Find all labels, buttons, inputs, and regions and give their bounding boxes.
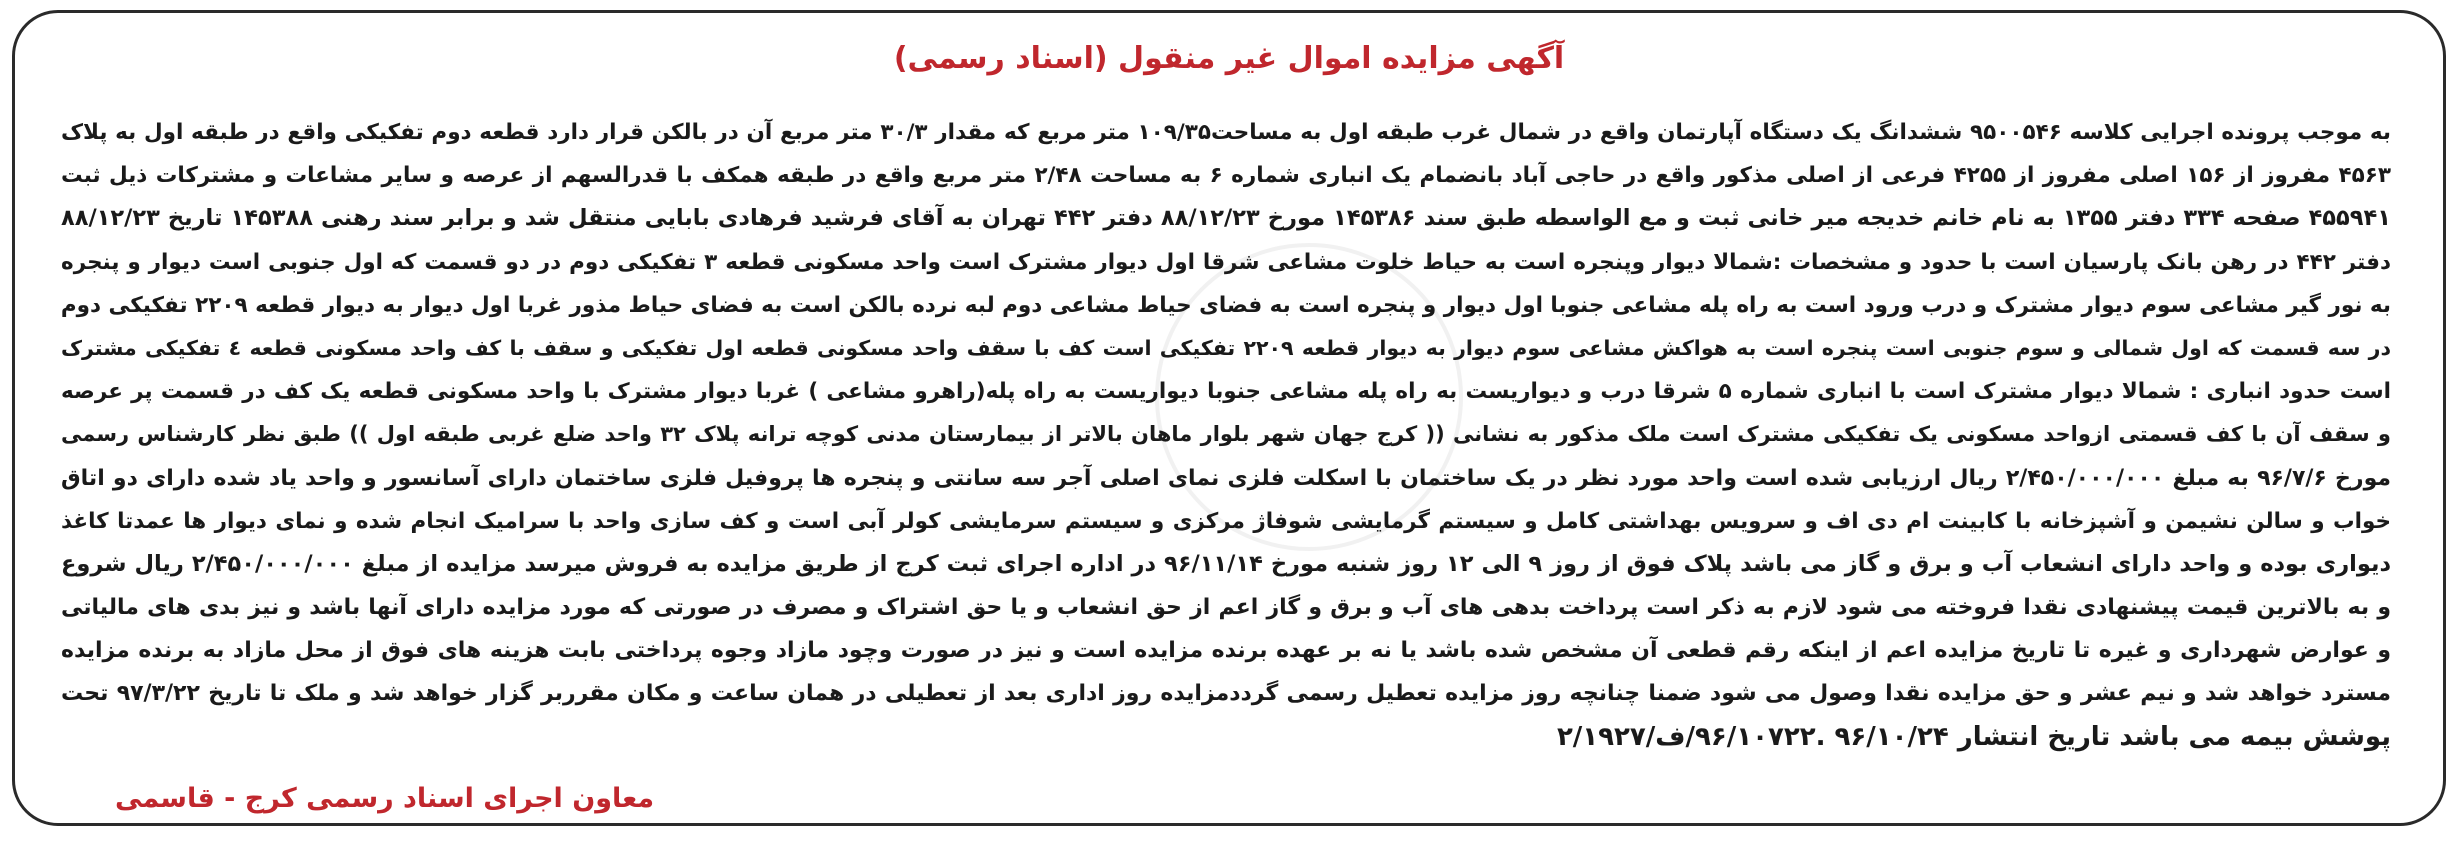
notice-line: و به بالاترین قیمت پیشنهادی نقدا فروخته می شود لازم به ذکر است پرداخت بدهی های آب و برق و گاز اعم از حق انشعاب و یا حق اشتراک و مصرف در صورتی که مورد مزایده دارای آنها باشد و نیز بدی های مالیاتی: [61, 595, 2391, 621]
notice-line: پوشش بیمه می باشد تاریخ انتشار ۹۶/۱۰/۲۴ .۹۶/۱۰۷۲۲/ف/۲/۱۹۲۷: [1556, 721, 2391, 752]
notice-line: دفتر ۴۴۲ در رهن بانک پارسیان است با حدود و مشخصات :شمالا دیوار وپنجره است به حیاط خلوت مشاعی شرقا اول دیوار مشترک است واحد مسکونی قطعه ۳ تفکیکی دوم در دو قسمت که اول جنوبی است دیوار و پنجره: [61, 249, 2391, 275]
notice-line: دیواری بوده و واحد دارای انشعاب آب و برق و گاز می باشد پلاک فوق از روز ۹ الی ۱۲ روز شنبه مورخ ۹۶/۱۱/۱۴ در اداره اجرای ثبت کرج از طریق مزایده به فروش میرسد مزایده از مبلغ ۲/۴۵۰/۰۰۰/۰۰۰ ریال شروع: [61, 550, 2391, 577]
notice-signature: معاون اجرای اسناد رسمی کرج - قاسمی: [115, 783, 655, 814]
notice-line: در سه قسمت که اول شمالی و سوم جنوبی است پنجره است به هواکش مشاعی سوم دیوار به دیوار قطعه ۲۲۰۹ تفکیکی است کف با سقف واحد مسکونی قطعه اول تفکیکی و سقف با کف واحد مسکونی قطعه ٤ تفکیکی مشترک: [61, 335, 2391, 360]
notice-line: ۴۵۶۳ مفروز از ۱۵۶ اصلی مفروز از ۴۲۵۵ فرعی از اصلی مذکور واقع در حاجی آباد بانضمام یک انباری شماره ۶ به مساحت ۲/۴۸ متر مربع واقع در طبقه همکف با قدرالسهم از عرصه و سایر مشاعات و مشترکات ذیل ثبت: [61, 163, 2391, 189]
notice-line: مورخ ۹۶/۷/۶ به مبلغ ۲/۴۵۰/۰۰۰/۰۰۰ ریال ارزیابی شده است واحد مورد نظر در یک ساختمان با اسکلت فلزی نمای اصلی آجر سه سانتی و پنجره ها پروفیل فلزی ساختمان دارای آسانسور و واحد یاد شده دارای دو اتاق: [61, 465, 2391, 491]
notice-body: [61, 111, 2391, 759]
notice-line: است حدود انباری : شمالا دیوار مشترک است با انباری شماره ۵ شرقا درب و دیواریست به راه پله مشاعی جنوبا دیواریست به راه پله(راهرو مشاعی ) غربا دیوار مشترک با واحد مسکونی قطعه یک کف در قسمت پر عرصه: [61, 379, 2391, 405]
notice-line: ۴۵۵۹۴۱ صفحه ۳۳۴ دفتر ۱۳۵۵ به نام خانم خدیجه میر خانی ثبت و مع الواسطه طبق سند ۱۴۵۳۸۶ مورخ ۸۸/۱۲/۲۳ دفتر ۴۴۲ تهران به آقای فرشید فرهادی بابایی منتقل شد و برابر سند رهنی ۱۴۵۳۸۸ تاریخ ۸۸/۱۲/۲۳: [61, 205, 2391, 232]
notice-line: مسترد خواهد شد و نیم عشر و حق مزایده نقدا وصول می شود ضمنا چنانچه روز مزایده تعطیل رسمی گرددمزایده روز اداری بعد از تعطیلی در همان ساعت و مکان مقرربر گزار خواهد شد و ملک تا تاریخ ۹۷/۳/۲۲ تحت: [61, 681, 2391, 707]
notice-frame: [12, 10, 2446, 826]
notice-line: و سقف آن با کف قسمتی ازواحد مسکونی یک تفکیکی مشترک است ملک مذکور به نشانی (( کرج جهان شهر بلوار ماهان بالاتر از بیمارستان مدنی کوچه ترانه پلاک ۳۲ واحد ضلع غربی طبقه اول )) طبق نظر کارشناس رسمی: [61, 422, 2391, 447]
notice-title: آگهی مزایده اموال غیر منقول (اسناد رسمی): [893, 41, 1565, 76]
notice-line: خواب و سالن نشیمن و آشپزخانه با کابینت ام دی اف و سرویس بهداشتی کامل و سیستم گرمایشی شوفاژ مرکزی و سیستم سرمایشی کولر آبی است و کف سازی واحد با سرامیک انجام شده و نمای دیوار ها عمدتا کاغذ: [61, 508, 2391, 534]
notice-line: به موجب پرونده اجرایی کلاسه ۹۵۰۰۵۴۶ ششدانگ یک دستگاه آپارتمان واقع در شمال غرب طبقه اول به مساحت۱۰۹/۳۵ متر مربع که مقدار ۳۰/۳ متر مربع آن در بالکن قرار دارد قطعه دوم تفکیکی واقع در طبقه اول به پلاک: [61, 120, 2391, 145]
notice-line: به نور گیر مشاعی سوم دیوار مشترک و درب ورود است به راه پله مشاعی جنوبا اول دیوار و پنجره است به فضای حیاط مشاعی دوم لبه نرده بالکن است به فضای حیاط مذور غربا اول دیوار به دیوار قطعه ۲۲۰۹ تفکیکی دوم: [61, 292, 2391, 318]
notice-line: و عوارض شهرداری و غیره تا تاریخ مزایده اعم از اینکه رقم قطعی آن مشخص شده باشد یا نه بر عهده برنده مزایده است و نیز در صورت وچود مازاد وجوه پرداختی بابت هزینه های فوق از محل مازاد به برنده مزایده: [61, 638, 2391, 664]
